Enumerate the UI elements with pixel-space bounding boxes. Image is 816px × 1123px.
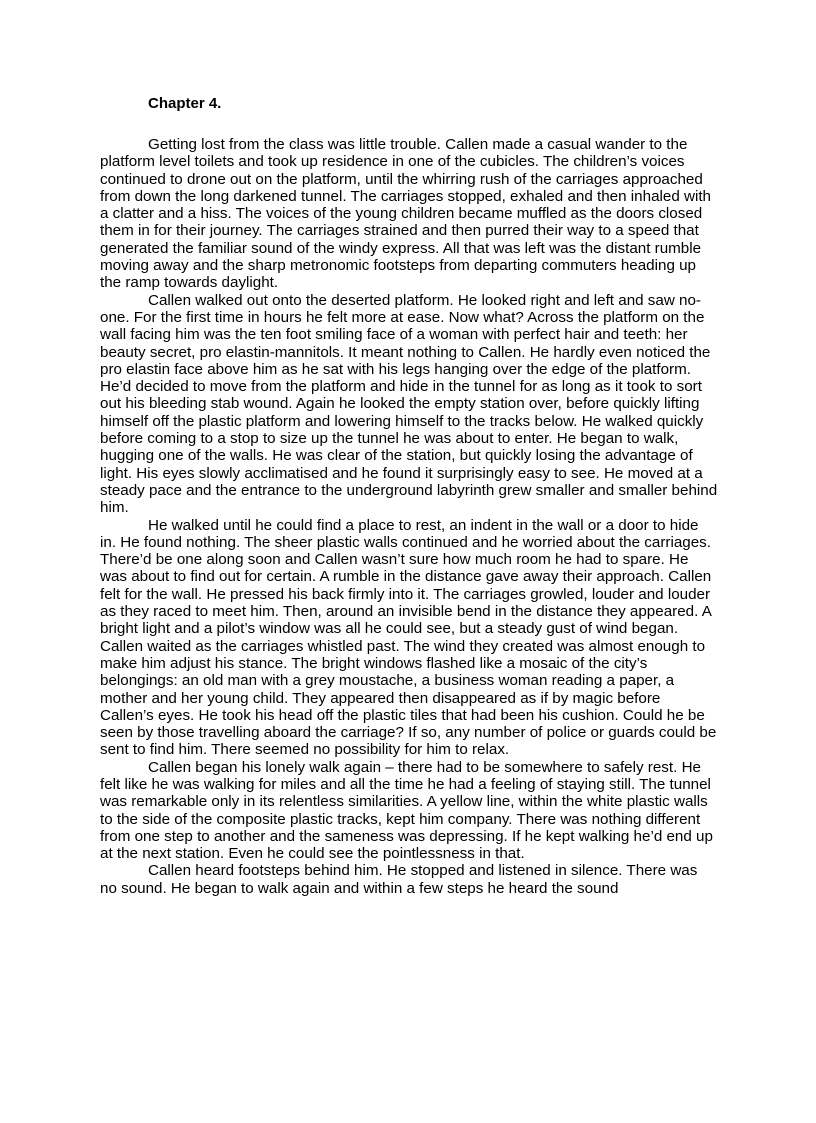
paragraph: Callen walked out onto the deserted platform. He looked right and left and saw no-one. For the first time in hours he felt more at ease. Now what? Across the platform on the wall facing him was the ten foot smiling face of a woman with perfect hair and teeth: her beauty secret, pro elastin-mannitols. It meant nothing to Callen. He hardly even noticed the pro elastin face above him as he sat with his legs hanging over the edge of the platform. He’d decided to move from the platform and hide in the tunnel for as long as it took to sort out his bleeding stab wound. Again he looked the empty station over, before quickly lifting himself off the plastic platform and lowering himself to the tracks below. He walked quickly before coming to a stop to size up the tunnel he was about to enter. He began to walk, hugging one of the walls. He was clear of the station, but quickly losing the advantage of light. His eyes slowly acclimatised and he found it surprisingly easy to see. He moved at a steady pace and the entrance to the underground labyrinth grew smaller and smaller behind him. xyxy=(100,291,718,517)
paragraph: Getting lost from the class was little trouble. Callen made a casual wander to the platform level toilets and took up residence in one of the cubicles. The children’s voices continued to drone out on the platform, until the whirring rush of the carriages approached from down the long darkened tunnel. The carriages stopped, exhaled and then inhaled with a clatter and a hiss. The voices of the young children became muffled as the doors closed them in for their journey. The carriages strained and then purred their way to a speed that generated the familiar sound of the windy express. All that was left was the distant rumble moving away and the sharp metronomic footsteps from departing commuters heading up the ramp towards daylight. xyxy=(100,136,712,292)
chapter-body xyxy=(100,136,718,897)
chapter-title: Chapter 4. xyxy=(148,95,222,112)
paragraph: Callen began his lonely walk again – there had to be somewhere to safely rest. He felt like he was walking for miles and all the time he had a feeling of staying still. The tunnel was remarkable only in its relentless similarities. A yellow line, within the white plastic walls to the side of the composite plastic tracks, kept him company. There was nothing different from one step to another and the sameness was depressing. If he kept walking he’d end up at the next station. Even he could see the pointlessness in that. xyxy=(100,758,713,863)
paragraph: He walked until he could find a place to rest, an indent in the wall or a door to hide in. He found nothing. The sheer plastic walls continued and he worried about the carriages. There’d be one along soon and Callen wasn’t sure how much room he had to spare. He was about to find out for certain. A rumble in the distance gave away their approach. Callen felt for the wall. He pressed his back firmly into it. The carriages growled, louder and louder as they raced to meet him. Then, around an invisible bend in the distance they appeared. A bright light and a pilot’s window was all he could see, but a steady gust of wind began. Callen waited as the carriages whistled past. The wind they created was almost enough to make him adjust his stance. The bright windows flashed like a mosaic of the city’s belongings: an old man with a grey moustache, a business woman reading a paper, a mother and her young child. They appeared then disappeared as if by magic before Callen’s eyes. He took his head off the plastic tiles that had been his cushion. Could he be seen by those travelling aboard the carriage? If so, any number of police or guards could be sent to find him. There seemed no possibility for him to relax. xyxy=(100,516,717,759)
paragraph: Callen heard footsteps behind him. He stopped and listened in silence. There was no sound. He began to walk again and within a few steps he heard the sound xyxy=(100,862,698,897)
